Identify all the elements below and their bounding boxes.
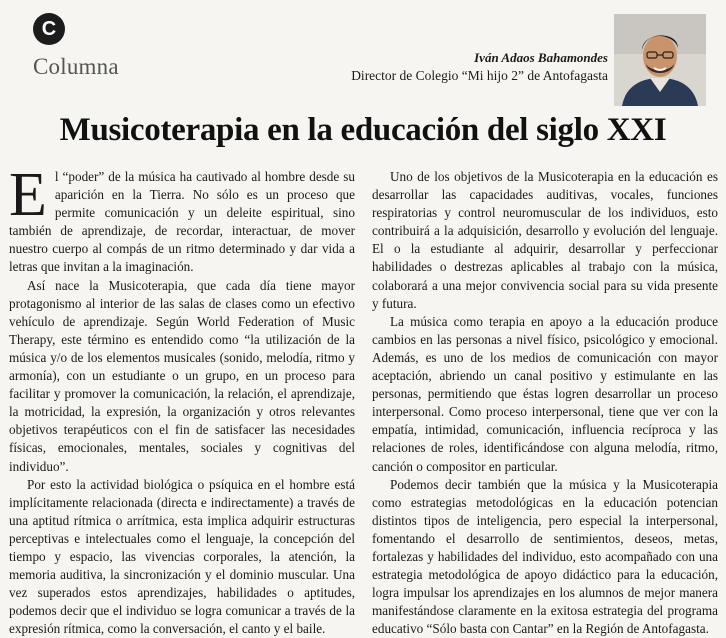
article-paragraph: Así nace la Musicoterapia, que cada día tiene mayor protagonismo al interior de las salas de clases como un efectivo vehículo de aprendizaje. Según World Federation of Music Therapy, este término es entendido como “la utilización de la música y/o de los elementos musicales (sonido, melodía, ritmo y armonía), con un estudiante o un grupo, en un proceso para facilitar y promover la comunicación, la relación, el aprendizaje, la motricidad, la expresión, la organización y otros relevantes objetivos terapéuticos con el fin de satisfacer las necesidades físicas, emocionales, mentales, sociales y cognitivas del individuo”. <box>9 277 355 474</box>
paragraph-text: l “poder” de la música ha cautivado al hombre desde su aparición en la Tierra. No sólo es un proceso que permite comunicación y un deleite espiritual, sino también de aprendizaje, de recordar, interactuar, de mover nuestro cuerpo al compás de un ritmo determinado y dar vida a letras que invitan a la imaginación. <box>9 169 355 275</box>
section-name: Columna <box>33 54 119 79</box>
article-paragraph: Por esto la actividad biológica o psíquica en el hombre está implícitamente relacionada (directa e indirectamente) a través de una aptitud rítmica o arrítmica, esta implica adquirir estructuras perceptivas e intelectuales como el lenguaje, la concepción del tiempo y espacio, las vivencias corporales, la atención, la memoria auditiva, la sincronización y el dominio muscular. Una vez superados estos aprendizajes, habilidades o aptitudes, podemos decir que el individuo se logra comunicar a través de la expresión rítmica, como la conversación, el canto y el baile. <box>9 476 355 637</box>
headline: Musicoterapia en la educación del siglo XXI <box>59 112 667 148</box>
author-photo <box>614 14 706 106</box>
column-header <box>0 0 726 110</box>
article-column-right <box>372 168 718 638</box>
article-column-left <box>9 161 355 638</box>
article-paragraph: Uno de los objetivos de la Musicoterapia en la educación es desarrollar las capacidades auditivas, vocales, funciones respiratorias y control neuromuscular de los individuos, esto contribuirá a la adquisición, desarrollo y evolución del lenguaje. El o la estudiante al adquirir, desarrollar y perfeccionar habilidades o destrezas aplicables al trabajo con la música, colaborará a una mejor convivencia social para su vida presente y futura. <box>372 169 718 311</box>
section-badge: C <box>33 13 65 45</box>
article-paragraph: La música como terapia en apoyo a la educación produce cambios en las personas a nivel físico, psicológico y emocional. Además, es uno de los medios de comunicación con mayor aceptación, abriendo un canal positivo y estimulante en las personas, permitiendo que éstas logren desarrollar un proceso interpersonal. Como proceso interpersonal, tiene que ver con la empatía, intimidad, comunicación, influencia recíproca y las relaciones de roles, identificándose con alguna melodía, ritmo, canción o compositor en particular. <box>372 313 718 474</box>
author-role: Director de Colegio “Mi hijo 2” de Antofagasta <box>351 68 608 83</box>
article-paragraph <box>9 161 355 277</box>
author-name: Iván Adaos Bahamondes <box>474 50 608 65</box>
author-portrait-image <box>614 14 706 106</box>
drop-cap: E <box>9 161 47 229</box>
article-paragraph: Podemos decir también que la música y la Musicoterapia como estrategias metodológicas en la educación potencian distintos tipos de inteligencia, pero especial la interpersonal, fomentando el desarrollo de sentimientos, deseos, metas, fortalezas y habilidades del individuo, esto acompañado con una estrategia metodológica de apoyo didáctico para la educación, logra impulsar los aprendizajes en los alumnos de mejor manera manifestándose claramente en la exitosa estrategia del programa educativo “Sólo basta con Cantar” en la Región de Antofagasta. <box>372 476 718 637</box>
